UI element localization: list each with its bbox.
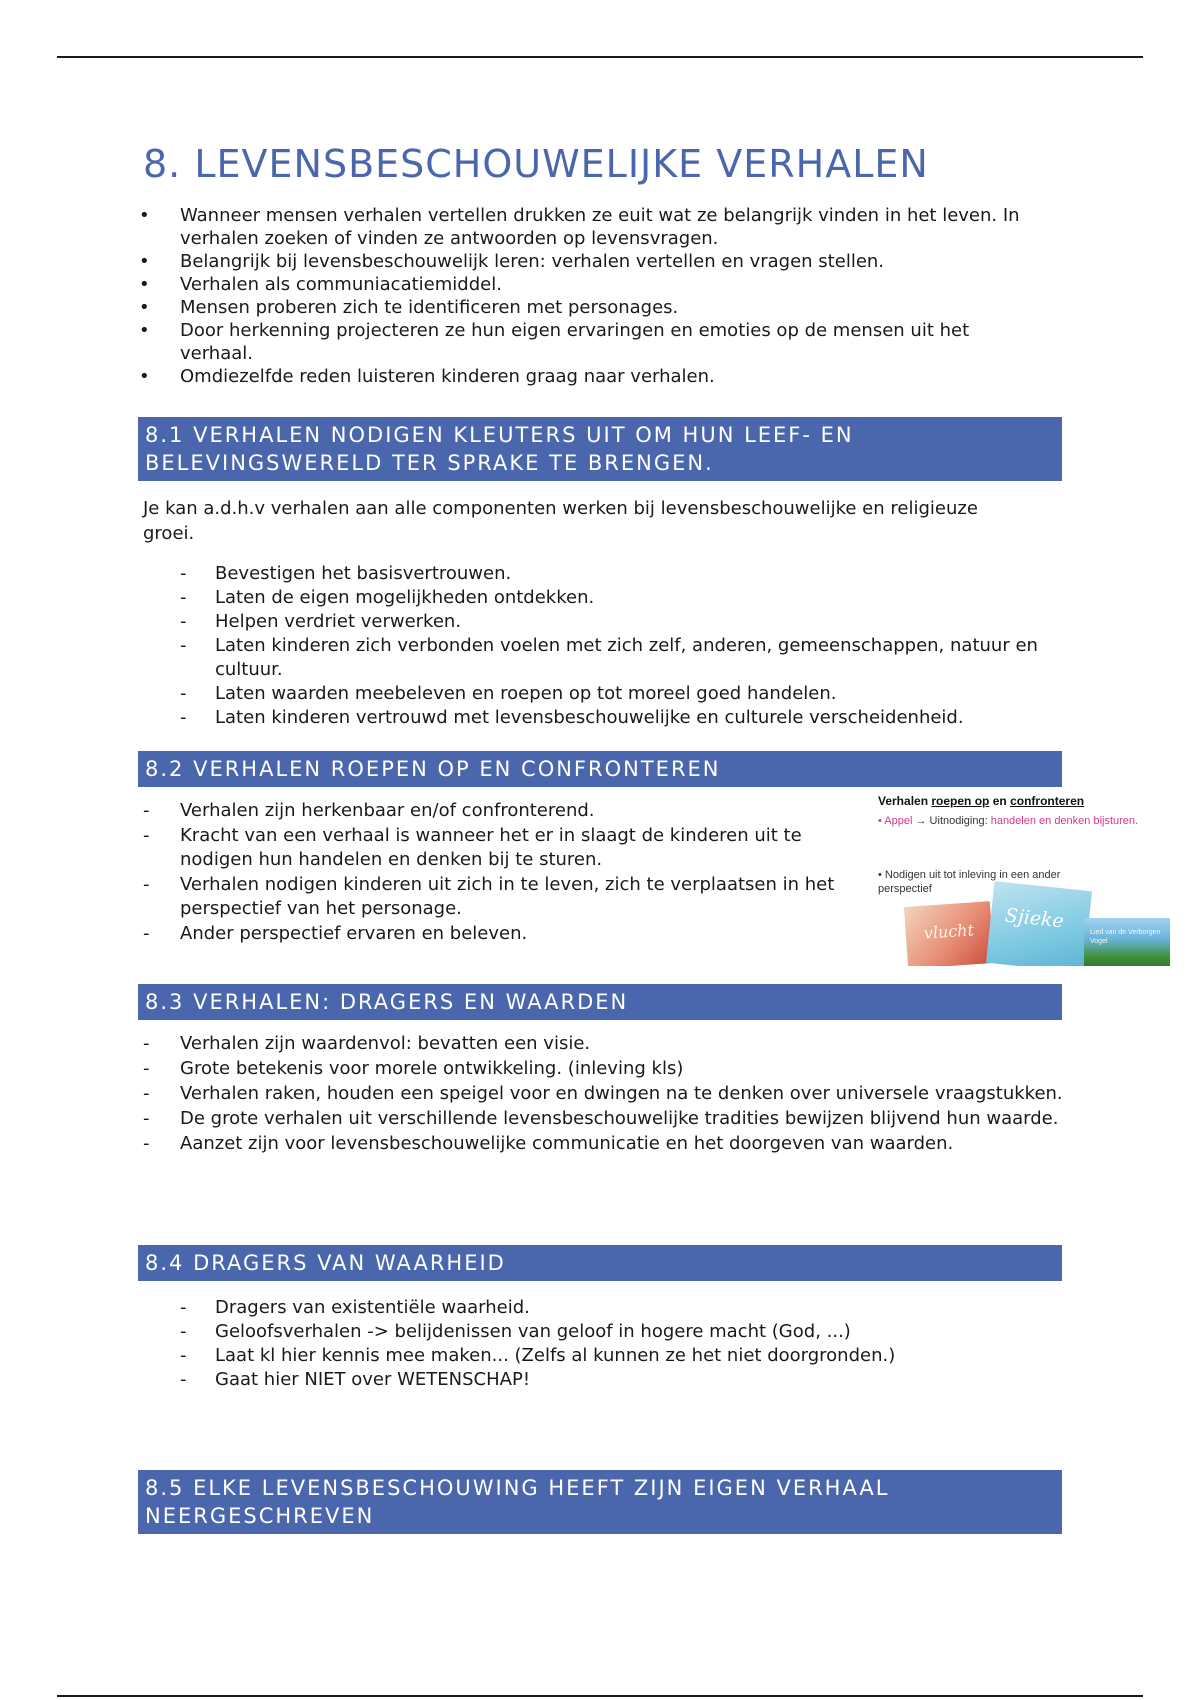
list-item: - Laten de eigen mogelijkheden ontdekken. [180, 586, 1070, 610]
list-item: - Verhalen zijn waardenvol: bevatten een visie. [143, 1032, 1063, 1056]
list-item: - Ander perspectief ervaren en beleven. [143, 922, 863, 946]
section-8-3-list [143, 1032, 1063, 1157]
slide-bullet-appel: • Appel → Uitnodiging: handelen en denken bijsturen. [878, 815, 1139, 827]
list-item: - Dragers van existentiële waarheid. [180, 1296, 1060, 1320]
page-title: 8. LEVENSBESCHOUWELIJKE VERHALEN [143, 142, 929, 186]
section-heading-8-4: 8.4 DRAGERS VAN WAARHEID [138, 1245, 1062, 1281]
list-item: - Verhalen raken, houden een speigel voor en dwingen na te denken over universele vraagstukken. [143, 1082, 1063, 1106]
list-item: • Door herkenning projecteren ze hun eigen ervaringen en emoties op de mensen uit het verhaal. [135, 319, 1035, 365]
section-heading-8-3: 8.3 VERHALEN: DRAGERS EN WAARDEN [138, 984, 1062, 1020]
top-rule [57, 56, 1143, 58]
list-item: - Aanzet zijn voor levensbeschouwelijke communicatie en het doorgeven van waarden. [143, 1132, 1063, 1156]
section-heading-8-1: 8.1 VERHALEN NODIGEN KLEUTERS UIT OM HUN LEEF- EN BELEVINGSWERELD TER SPRAKE TE BRENGEN. [138, 417, 1062, 481]
section-8-4-list [180, 1296, 1060, 1392]
list-item: • Omdiezelfde reden luisteren kinderen graag naar verhalen. [135, 365, 1035, 388]
list-item: - Laten kinderen zich verbonden voelen met zich zelf, anderen, gemeenschappen, natuur en cultuur. [180, 634, 1070, 682]
list-item: - Kracht van een verhaal is wanneer het er in slaagt de kinderen uit te nodigen hun handelen en denken bij te sturen. [143, 824, 863, 872]
list-item: - Helpen verdriet verwerken. [180, 610, 1070, 634]
book-cover-sjieke: Sjieke [986, 881, 1092, 966]
list-item: - Gaat hier NIET over WETENSCHAP! [180, 1368, 1060, 1392]
section-8-2-list [143, 799, 863, 947]
list-item: • Belangrijk bij levensbeschouwelijk leren: verhalen vertellen en vragen stellen. [135, 250, 1035, 273]
bottom-rule [57, 1695, 1143, 1697]
list-item: • Verhalen als communiacatiemiddel. [135, 273, 1035, 296]
slide-bullet-inleving: • Nodigen uit tot inleving in een ander perspectief [878, 869, 1061, 895]
section-8-1-list [180, 562, 1070, 730]
list-item: - Verhalen nodigen kinderen uit zich in te leven, zich te verplaatsen in het perspectief van het personage. [143, 873, 863, 921]
section-heading-8-5: 8.5 ELKE LEVENSBESCHOUWING HEEFT ZIJN EIGEN VERHAAL NEERGESCHREVEN [138, 1470, 1062, 1534]
list-item: - Geloofsverhalen -> belijdenissen van geloof in hogere macht (God, ...) [180, 1320, 1060, 1344]
intro-bullet-list [135, 204, 1035, 388]
list-item: • Wanneer mensen verhalen vertellen drukken ze euit wat ze belangrijk vinden in het leven. In verhalen zoeken of vinden ze antwoorden op levensvragen. [135, 204, 1035, 250]
section-8-1-intro: Je kan a.d.h.v verhalen aan alle componenten werken bij levensbeschouwelijke en religieuze groei. [143, 498, 978, 544]
list-item: - De grote verhalen uit verschillende levensbeschouwelijke tradities bewijzen blijvend hun waarde. [143, 1107, 1063, 1131]
slide-thumbnail [872, 790, 1170, 966]
list-item: • Mensen proberen zich te identificeren met personages. [135, 296, 1035, 319]
slide-title: Verhalen roepen op en confronteren [878, 794, 1085, 808]
list-item: - Verhalen zijn herkenbaar en/of confronterend. [143, 799, 863, 823]
list-item: - Laten kinderen vertrouwd met levensbeschouwelijke en culturele verscheidenheid. [180, 706, 1070, 730]
list-item: - Laat kl hier kennis mee maken... (Zelfs al kunnen ze het niet doorgronden.) [180, 1344, 1060, 1368]
list-item: - Grote betekenis voor morele ontwikkeling. (inleving kls) [143, 1057, 1063, 1081]
section-heading-8-2: 8.2 VERHALEN ROEPEN OP EN CONFRONTEREN [138, 751, 1062, 787]
book-cover-vlucht: vlucht [904, 901, 994, 966]
book-cover-landscape: Lied van de Verborgen Vogel [1084, 918, 1170, 966]
list-item: - Bevestigen het basisvertrouwen. [180, 562, 1070, 586]
list-item: - Laten waarden meebeleven en roepen op tot moreel goed handelen. [180, 682, 1070, 706]
